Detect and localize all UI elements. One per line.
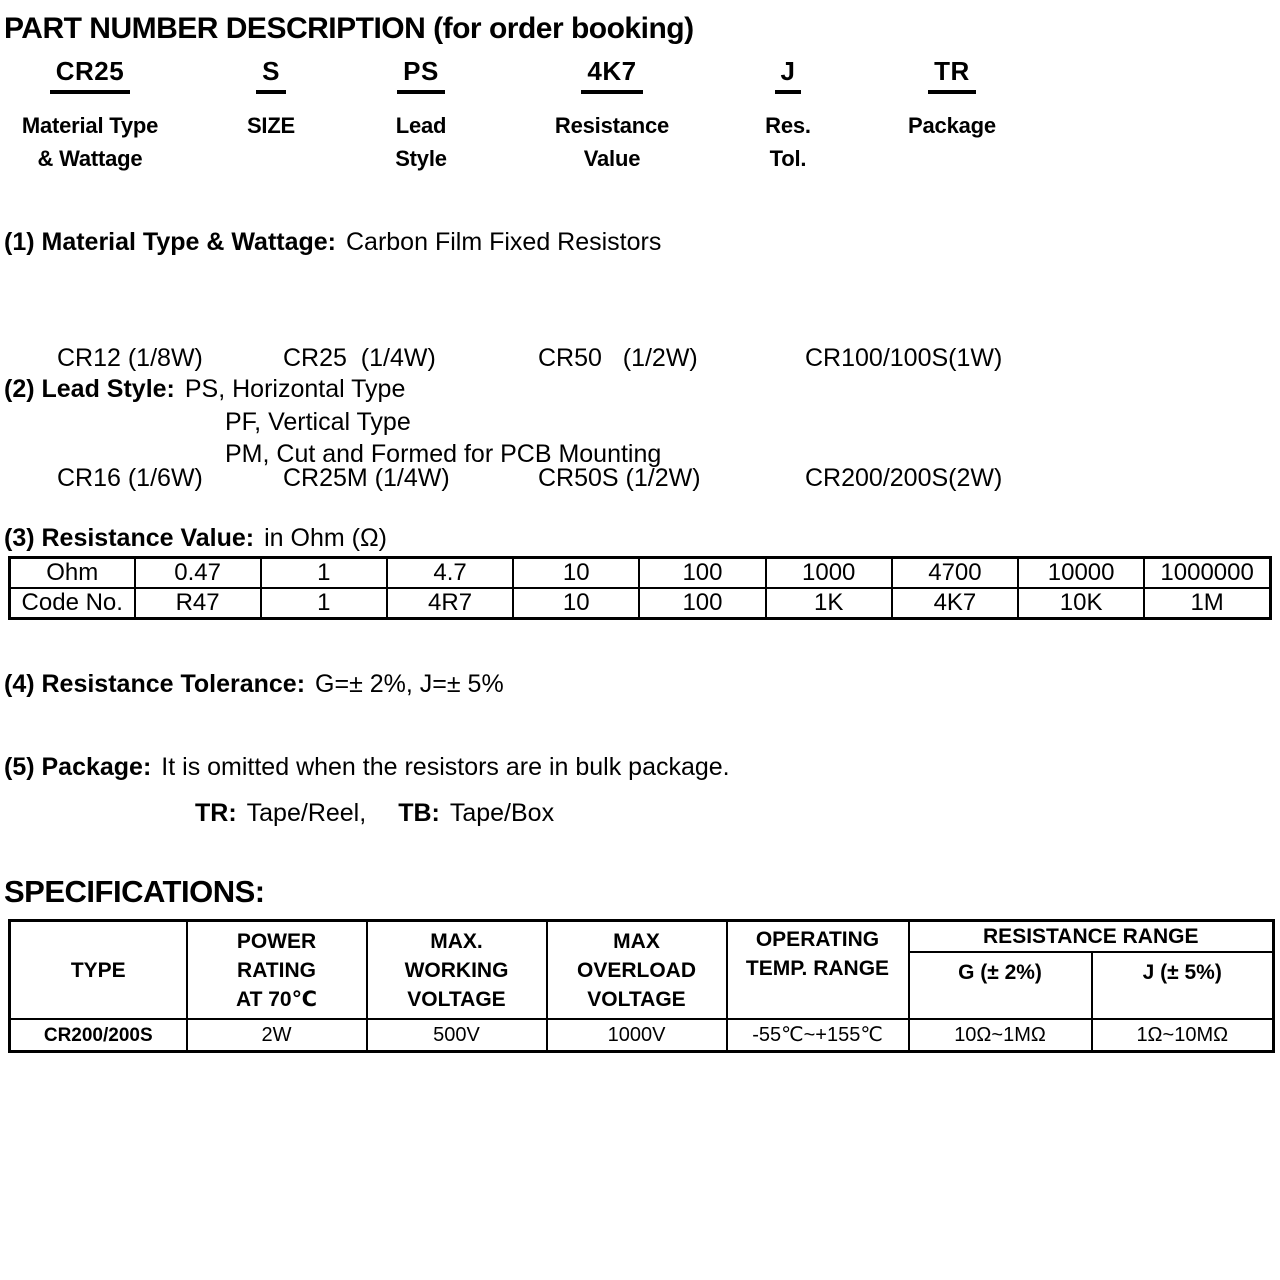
- spec-g-range-value: 10Ω~1MΩ: [909, 1019, 1092, 1052]
- material-item: CR200/200S(2W): [805, 464, 1003, 492]
- section2-heading-label: (2) Lead Style:: [4, 375, 175, 403]
- section4-heading-label: (4) Resistance Tolerance:: [4, 670, 306, 698]
- spec-header-g-tolerance: G (± 2%): [909, 952, 1092, 1019]
- spec-header-overload-voltage: [547, 921, 727, 1020]
- spec-temp-range-value: -55℃~+155℃: [727, 1019, 909, 1052]
- lead-style-ps: PS, Horizontal Type: [184, 375, 406, 403]
- material-item: CR25M (1/4W): [283, 464, 450, 492]
- spec-header-power: [187, 921, 367, 1020]
- tolerance-values: G=± 2%, J=± 5%: [315, 670, 504, 698]
- specifications-title: SPECIFICATIONS:: [4, 874, 265, 909]
- part-label-package: [878, 109, 1026, 142]
- code-value: 10: [513, 588, 639, 619]
- spec-overload-voltage-value: 1000V: [547, 1019, 727, 1052]
- section1-column-4: [805, 258, 1002, 578]
- table-row-code: [10, 588, 1271, 619]
- section2-heading: [4, 375, 405, 404]
- material-item: CR50 (1/2W): [538, 344, 698, 372]
- ohm-value: 4.7: [387, 558, 513, 589]
- ohm-value: 10000: [1018, 558, 1144, 589]
- part-code-size: S: [256, 56, 286, 94]
- part-label-resistance-value-line2: Value: [583, 146, 641, 171]
- section5-heading: [4, 753, 730, 782]
- part-code-material: CR25: [50, 56, 130, 94]
- part-label-lead-style-line2: Style: [395, 146, 447, 171]
- section1-column-3: [538, 258, 701, 578]
- spec-header-temp-line2: TEMP. RANGE: [745, 957, 890, 980]
- section4-heading: [4, 670, 504, 699]
- code-value: 1K: [766, 588, 892, 619]
- tb-value: Tape/Box: [449, 799, 555, 827]
- spec-header-working-line3: VOLTAGE: [407, 987, 506, 1011]
- part-label-resistance-value-line1: Resistance: [554, 113, 670, 138]
- part-label-lead-style-line1: Lead: [395, 113, 447, 138]
- part-segment-resistance-value: [528, 56, 696, 175]
- row-label-code: Code No.: [10, 588, 135, 619]
- code-value: 100: [639, 588, 765, 619]
- spec-header-working-line2: WORKING: [404, 958, 509, 982]
- package-note: It is omitted when the resistors are in bulk package.: [161, 753, 730, 781]
- code-value: 10K: [1018, 588, 1144, 619]
- spec-header-temp-range: [727, 921, 909, 1020]
- ohm-value: 1000000: [1144, 558, 1270, 589]
- part-label-material: [0, 109, 180, 175]
- part-label-material-line1: Material Type: [21, 113, 159, 138]
- part-segment-size: [206, 56, 336, 142]
- part-segment-package: [878, 56, 1026, 142]
- material-item: CR100/100S(1W): [805, 344, 1003, 372]
- code-value: 4K7: [892, 588, 1018, 619]
- spec-header-overload-line3: VOLTAGE: [587, 987, 686, 1011]
- code-value: 1: [261, 588, 387, 619]
- tb-label: TB:: [398, 799, 440, 827]
- resistance-value-table: [8, 556, 1272, 620]
- section1-intro: Carbon Film Fixed Resistors: [346, 228, 662, 256]
- code-value: 1M: [1144, 588, 1270, 619]
- spec-j-range-value: 1Ω~10MΩ: [1092, 1019, 1274, 1052]
- section3-intro: in Ohm (Ω): [264, 524, 387, 552]
- spec-power-value: 2W: [187, 1019, 367, 1052]
- code-value: R47: [135, 588, 261, 619]
- section1-heading-label: (1) Material Type & Wattage:: [4, 228, 336, 256]
- spec-header-resistance-range: RESISTANCE RANGE: [909, 921, 1274, 953]
- part-label-size-line1: SIZE: [246, 113, 296, 138]
- section5-heading-label: (5) Package:: [4, 753, 152, 781]
- section3-heading: [4, 524, 387, 553]
- row-label-ohm: Ohm: [10, 558, 135, 589]
- material-item: CR16 (1/6W): [57, 464, 203, 492]
- package-options: [195, 799, 554, 828]
- spec-header-working-voltage: [367, 921, 547, 1020]
- spec-header-type: TYPE: [10, 921, 187, 1020]
- specifications-table: [8, 919, 1275, 1053]
- part-label-package-line1: Package: [908, 113, 996, 138]
- part-label-tolerance: [718, 109, 858, 175]
- ohm-value: 1000: [766, 558, 892, 589]
- ohm-value: 100: [639, 558, 765, 589]
- spec-header-overload-line1: MAX: [613, 929, 660, 953]
- ohm-value: 10: [513, 558, 639, 589]
- material-item: CR12 (1/8W): [57, 344, 203, 372]
- spec-working-voltage-value: 500V: [367, 1019, 547, 1052]
- part-label-size: [206, 109, 336, 142]
- spec-header-j-tolerance: J (± 5%): [1092, 952, 1274, 1019]
- lead-style-pm: PM, Cut and Formed for PCB Mounting: [225, 440, 662, 468]
- part-code-lead-style: PS: [397, 56, 445, 94]
- part-segment-tolerance: [718, 56, 858, 175]
- part-label-tolerance-line2: Tol.: [769, 146, 807, 171]
- part-code-resistance-value: 4K7: [581, 56, 642, 94]
- part-label-resistance-value: [528, 109, 696, 175]
- tr-value: Tape/Reel,: [246, 799, 367, 827]
- spec-header-power-line3: AT 70℃: [235, 987, 318, 1011]
- code-value: 4R7: [387, 588, 513, 619]
- ohm-value: 0.47: [135, 558, 261, 589]
- part-label-material-line2: & Wattage: [37, 146, 143, 171]
- part-label-tolerance-line1: Res.: [765, 113, 811, 138]
- section3-heading-label: (3) Resistance Value:: [4, 524, 255, 552]
- part-segment-material: [0, 56, 180, 175]
- spec-header-row-1: [10, 921, 1274, 953]
- spec-type-value: CR200/200S: [10, 1019, 187, 1052]
- ohm-value: 1: [261, 558, 387, 589]
- lead-style-pf: PF, Vertical Type: [225, 408, 411, 436]
- part-segment-lead-style: [350, 56, 492, 175]
- tr-label: TR:: [195, 799, 237, 827]
- section1-heading: [4, 228, 661, 257]
- part-code-package: TR: [928, 56, 976, 94]
- table-row-ohm: [10, 558, 1271, 589]
- spec-header-power-line1: POWER: [236, 929, 317, 953]
- spec-header-working-line1: MAX.: [430, 929, 483, 953]
- spec-header-overload-line2: OVERLOAD: [576, 958, 696, 982]
- spec-header-power-line2: RATING: [237, 958, 316, 982]
- material-item: CR25 (1/4W): [283, 344, 436, 372]
- part-label-lead-style: [350, 109, 492, 175]
- ohm-value: 4700: [892, 558, 1018, 589]
- spec-data-row: [10, 1019, 1274, 1052]
- spec-header-temp-line1: OPERATING: [755, 928, 880, 951]
- part-code-tolerance: J: [775, 56, 802, 94]
- page-title: PART NUMBER DESCRIPTION (for order booking): [4, 12, 694, 45]
- material-item: CR50S (1/2W): [538, 464, 701, 492]
